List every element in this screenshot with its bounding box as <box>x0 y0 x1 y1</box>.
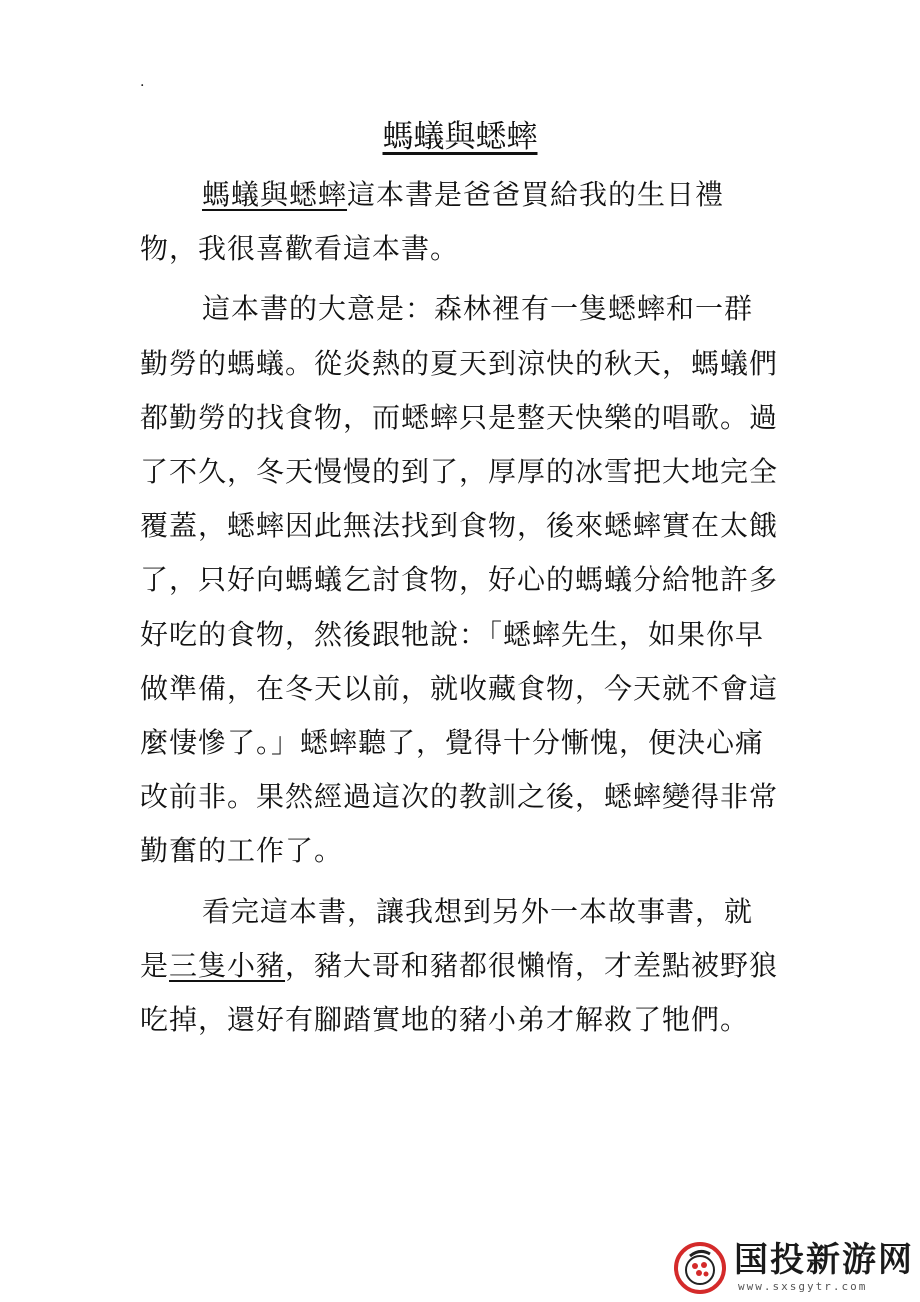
paragraph-2: 這本書的大意是：森林裡有一隻蟋蟀和一群勤勞的螞蟻。從炎熱的夏天到涼快的秋天，螞蟻們都勤勞的找食物，而蟋蟀只是整天快樂的唱歌。過了不久，冬天慢慢的到了，厚厚的冰雪把大地完全覆蓋，蟋蟀因此無法找到食物，後來蟋蟀實在太餓了，只好向螞蟻乞討食物，好心的螞蟻分給牠許多好吃的食物，然後跟牠說：「蟋蟀先生，如果你早做準備，在冬天以前，就收藏食物，今天就不會這麼悽慘了。」蟋蟀聽了，覺得十分慚愧，便決心痛改前非。果然經過這次的教訓之後，蟋蟀變得非常勤奮的工作了。 <box>140 292 779 868</box>
book-title-reference: 螞蟻與蟋蟀 <box>202 178 348 211</box>
paragraph-3-text-after: ，豬大哥和豬都很懶惰，才差點被野狼吃掉，還好有腳踏實地的豬小弟才解救了牠們。 <box>140 948 779 1037</box>
paragraph-1-text: 這本書是爸爸買給我的生日禮物，我很喜歡看這本書。 <box>140 178 725 266</box>
paragraph-3 <box>140 885 780 1048</box>
watermark-site-name: 国投新游网 <box>734 1240 914 1280</box>
document-title <box>0 112 920 162</box>
site-watermark <box>668 1238 916 1298</box>
story-title-reference: 三隻小豬 <box>169 948 286 982</box>
page-marker: . <box>140 74 145 90</box>
paragraph-3-text-before: 看完這本書，讓我想到另外一本故事書，就是 <box>140 894 754 982</box>
watermark-site-url: www.sxsgytr.com <box>738 1280 868 1293</box>
paragraph-1 <box>140 168 780 276</box>
document-body <box>140 168 780 1053</box>
document-title-text: 螞蟻與蟋蟀 <box>382 119 538 155</box>
watermark-logo-icon <box>672 1240 728 1296</box>
